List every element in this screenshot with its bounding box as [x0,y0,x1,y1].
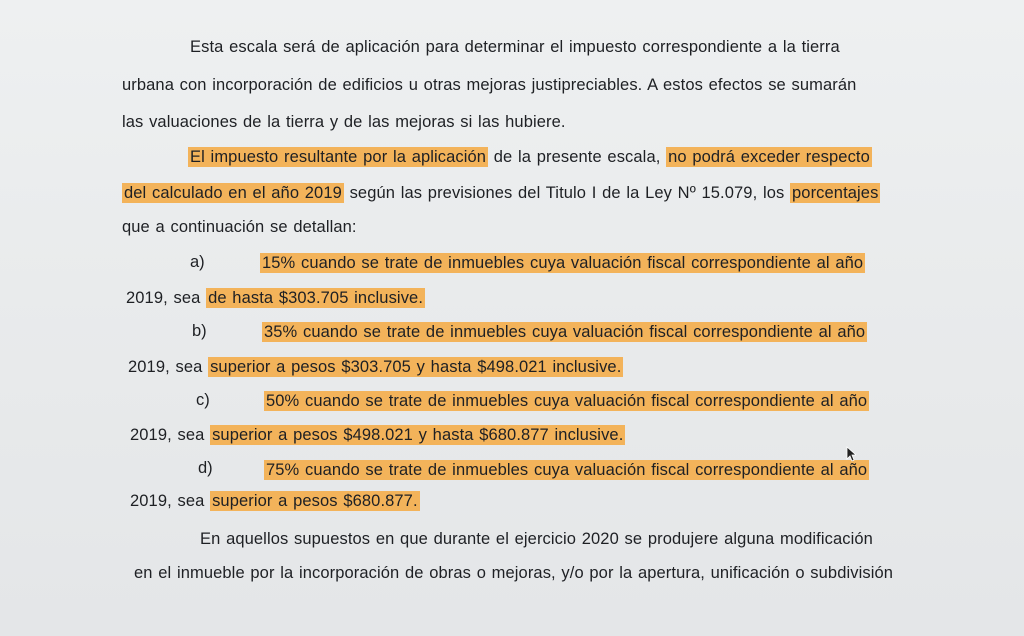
highlight: no podrá exceder respecto [668,148,870,166]
paragraph3-line1: En aquellos supuestos en que durante el ejercicio 2020 se produjere alguna modificación [200,530,873,548]
item-line2 [126,287,425,309]
paragraph2-line2 [122,182,880,204]
highlight: de hasta $303.705 inclusive. [208,289,424,307]
paragraph3-line2: en el inmueble por la incorporación de obras o mejoras, y/o por la apertura, unificación o subdivisión [134,564,894,582]
text-fragment: según las previsiones del Titulo I de la Ley Nº 15.079, los [343,184,791,202]
highlight: superior a pesos $498.021 y hasta $680.877 inclusive. [212,426,624,444]
item-line2 [128,356,623,378]
item-line1 [260,252,865,274]
text-fragment: 2019, sea [130,492,211,510]
paragraph1-line3: las valuaciones de la tierra y de las mejoras si las hubiere. [122,113,566,131]
item-line1 [264,390,869,412]
item-line1 [262,321,867,343]
highlight: porcentajes [792,184,879,202]
highlight: El impuesto resultante por la aplicación [190,148,487,166]
paragraph2-line3: que a continuación se detallan: [122,218,357,236]
mouse-pointer-icon [846,446,856,462]
paragraph1-line1: Esta escala será de aplicación para determinar el impuesto correspondiente a la tierra [190,38,840,56]
text-fragment: de la presente escala, [488,148,667,166]
highlight: 50% cuando se trate de inmuebles cuya valuación fiscal correspondiente al año [266,392,868,410]
item-line2 [130,490,420,512]
item-letter: a) [190,253,205,271]
text-fragment: 2019, sea [130,426,211,444]
highlight: 15% cuando se trate de inmuebles cuya valuación fiscal correspondiente al año [262,254,864,272]
highlight: 35% cuando se trate de inmuebles cuya valuación fiscal correspondiente al año [264,323,866,341]
item-letter: b) [192,322,207,340]
item-letter: d) [198,459,213,477]
highlight: del calculado en el año 2019 [124,184,342,202]
text-fragment: 2019, sea [128,358,209,376]
text-fragment: 2019, sea [126,289,207,307]
item-line1 [264,459,869,481]
highlight: superior a pesos $680.877. [212,492,418,510]
paragraph1-line2: urbana con incorporación de edificios u otras mejoras justipreciables. A estos efectos se sumarán [122,76,857,94]
highlight: 75% cuando se trate de inmuebles cuya valuación fiscal correspondiente al año [266,461,868,479]
highlight: superior a pesos $303.705 y hasta $498.021 inclusive. [210,358,622,376]
item-line2 [130,424,625,446]
item-letter: c) [196,391,210,409]
paragraph2-line1 [188,146,872,168]
